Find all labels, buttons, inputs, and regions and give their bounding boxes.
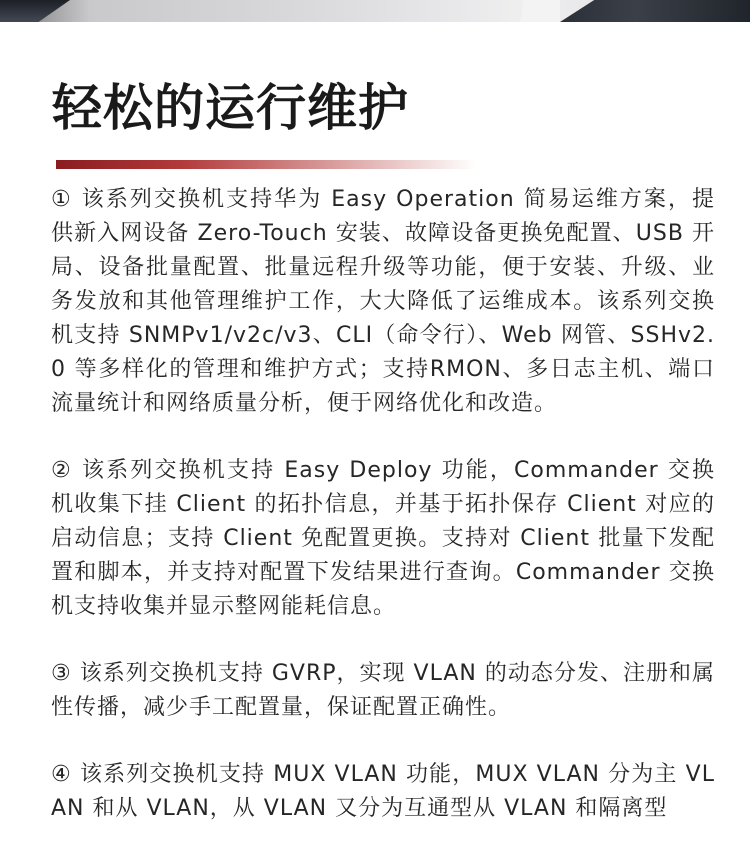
paragraph-easy-operation: ① 该系列交换机支持华为 Easy Operation 简易运维方案，提供新入网设备 Zero-Touch 安装、故障设备更换免配置、USB 开局、设备批量配置、批量远程升级等功能，便于安装、升级、业务发放和其他管理维护工作，大大降低了运维成本。该系列交换机支持 SNMPv1/v2c/v3、CLI（命令行）、Web 网管、SSHv2.0 等多样化的管理和维护方式；支持RMON、多日志主机、端口流量统计和网络质量分析，便于网络优化和改造。 <box>51 187 715 416</box>
title-accent-bar <box>56 160 476 169</box>
section-title: 轻松的运行维护 <box>52 79 409 137</box>
paragraph-easy-deploy: ② 该系列交换机支持 Easy Deploy 功能，Commander 交换机收集下挂 Client 的拓扑信息，并基于拓扑保存 Client 对应的启动信息；支持 Client 免配置更换。支持对 Client 批量下发配置和脚本，并支持对配置下发结果进行查询。Commander 交换机支持收集并显示整网能耗信息。 <box>51 458 715 619</box>
photo-dark-shape-left <box>0 0 70 22</box>
header-photo-strip <box>0 0 750 22</box>
paragraph-mux-vlan: ④ 该系列交换机支持 MUX VLAN 功能，MUX VLAN 分为主 VLAN 和从 VLAN，从 VLAN 又分为互通型从 VLAN 和隔离型 <box>51 762 715 821</box>
photo-dark-shape-right <box>560 0 750 22</box>
paragraph-gvrp: ③ 该系列交换机支持 GVRP，实现 VLAN 的动态分发、注册和属性传播，减少手工配置量，保证配置正确性。 <box>51 661 715 720</box>
photo-light-shape <box>520 0 560 22</box>
content-body <box>51 183 715 859</box>
